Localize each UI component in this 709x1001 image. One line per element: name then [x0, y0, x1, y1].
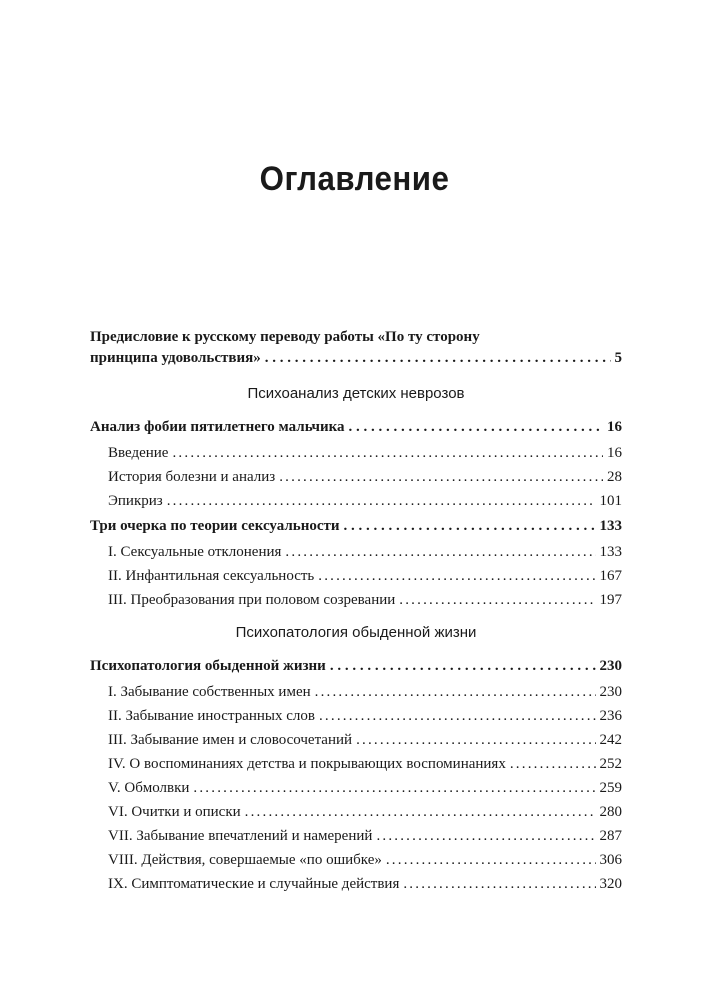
toc-entry[interactable]: [90, 418, 622, 436]
toc-subentry-page: 236: [599, 708, 622, 724]
toc-subentry-page: 320: [599, 876, 622, 892]
dot-leader: [245, 803, 596, 821]
toc-entry-page: 16: [607, 419, 622, 435]
dot-leader: [285, 543, 595, 561]
toc-subentry-page: 16: [607, 445, 622, 461]
dot-leader: [172, 444, 603, 462]
dot-leader: [386, 851, 596, 869]
toc-subentry[interactable]: [108, 683, 622, 701]
page-title: Оглавление: [259, 160, 450, 198]
toc-subentry[interactable]: [108, 875, 622, 893]
toc-subentry-title: IX. Симптоматические и случайные действия: [108, 876, 400, 892]
dot-leader: [279, 468, 603, 486]
toc-subentry-page: 101: [599, 493, 622, 509]
dot-leader: [265, 349, 611, 367]
preface-title-line1[interactable]: Предисловие к русскому переводу работы «По ту сторону: [90, 329, 480, 345]
toc-entry[interactable]: [90, 657, 622, 675]
toc-entry-title: принципа удовольствия»: [90, 350, 261, 366]
toc-subentry[interactable]: [108, 543, 622, 561]
toc-subentry[interactable]: [108, 731, 622, 749]
toc-subentry-title: Введение: [108, 445, 169, 461]
dot-leader: [344, 517, 596, 535]
toc-subentry[interactable]: [108, 707, 622, 725]
toc-subentry-title: II. Инфантильная сексуальность: [108, 568, 315, 584]
toc-subentry-title: Эпикриз: [108, 493, 163, 509]
dot-leader: [319, 707, 596, 725]
toc-subentry-page: 242: [599, 732, 622, 748]
toc-subentry-page: 230: [599, 684, 622, 700]
toc-entry-page: 230: [599, 658, 622, 674]
dot-leader: [403, 875, 595, 893]
dot-leader: [376, 827, 595, 845]
toc-subentry-title: VIII. Действия, совершаемые «по ошибке»: [108, 852, 382, 868]
toc-subentry-title: I. Забывание собственных имен: [108, 684, 311, 700]
toc-subentry-title: III. Забывание имен и словосочетаний: [108, 732, 353, 748]
dot-leader: [349, 418, 603, 436]
dot-leader: [399, 591, 595, 609]
toc-entry-title: Анализ фобии пятилетнего мальчика: [90, 419, 345, 435]
toc-subentry-page: 133: [599, 544, 622, 560]
toc-subentry-title: История болезни и анализ: [108, 469, 276, 485]
toc-subentry-page: 167: [599, 568, 622, 584]
dot-leader: [510, 755, 596, 773]
toc-entry-page: 5: [614, 350, 622, 366]
toc-subentry[interactable]: [108, 779, 622, 797]
section-heading: Психопатология обыденной жизни: [235, 624, 477, 641]
toc-subentry[interactable]: [108, 567, 622, 585]
toc-subentry[interactable]: [108, 803, 622, 821]
toc-subentry-page: 197: [599, 592, 622, 608]
toc-subentry[interactable]: [108, 851, 622, 869]
toc-entry-title: Три очерка по теории сексуальности: [90, 518, 340, 534]
toc-subentry-title: VI. Очитки и описки: [108, 804, 241, 820]
dot-leader: [356, 731, 595, 749]
toc-subentry[interactable]: [108, 755, 622, 773]
section-heading: Психоанализ детских неврозов: [247, 385, 465, 402]
dot-leader: [315, 683, 596, 701]
toc-subentry-title: III. Преобразования при половом созревании: [108, 592, 396, 608]
toc-subentry-page: 280: [599, 804, 622, 820]
dot-leader: [193, 779, 595, 797]
toc-entry-title: Психопатология обыденной жизни: [90, 658, 326, 674]
toc-subentry-title: V. Обмолвки: [108, 780, 190, 796]
toc-subentry[interactable]: [108, 468, 622, 486]
toc-subentry-page: 28: [607, 469, 622, 485]
toc-subentry-title: I. Сексуальные отклонения: [108, 544, 282, 560]
toc-subentry-page: 287: [599, 828, 622, 844]
toc-subentry-page: 259: [599, 780, 622, 796]
toc-subentry-page: 252: [599, 756, 622, 772]
dot-leader: [330, 657, 596, 675]
dot-leader: [318, 567, 595, 585]
toc-subentry-title: VII. Забывание впечатлений и намерений: [108, 828, 373, 844]
toc-entry[interactable]: [90, 517, 622, 535]
toc-subentry[interactable]: [108, 591, 622, 609]
toc-entry-preface[interactable]: [90, 349, 622, 367]
toc-subentry-title: IV. О воспоминаниях детства и покрывающих воспоминаниях: [108, 756, 506, 772]
toc-subentry[interactable]: [108, 492, 622, 510]
toc-subentry[interactable]: [108, 444, 622, 462]
toc-subentry-page: 306: [599, 852, 622, 868]
toc-entry-page: 133: [599, 518, 622, 534]
toc-subentry-title: II. Забывание иностранных слов: [108, 708, 315, 724]
toc-subentry[interactable]: [108, 827, 622, 845]
dot-leader: [167, 492, 596, 510]
